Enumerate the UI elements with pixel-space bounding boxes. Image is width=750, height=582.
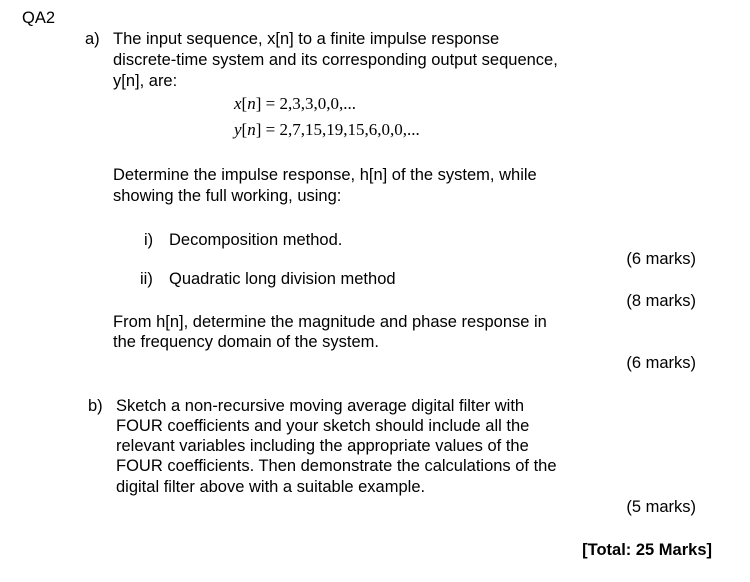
part-b-line-4: FOUR coefficients. Then demonstrate the calculations of the (116, 457, 557, 475)
y-symbol: y (234, 120, 242, 139)
part-b-label: b) (88, 397, 103, 415)
method-1-label: i) (144, 231, 154, 249)
part-a-label: a) (85, 30, 100, 48)
y-values: = 2,7,15,19,15,6,0,0,... (261, 120, 420, 139)
x-symbol: x (234, 94, 242, 113)
part-a-intro-line-1: The input sequence, x[n] to a finite impulse response (113, 30, 500, 48)
part-b-line-1: Sketch a non-recursive moving average digital filter with (116, 397, 525, 415)
x-index: [n] (241, 94, 262, 113)
total-marks: [Total: 25 Marks] (582, 541, 712, 559)
followup-line-2: the frequency domain of the system. (113, 333, 379, 351)
y-index: [n] (241, 120, 262, 139)
method-1-text: Decomposition method. (169, 231, 343, 249)
part-a-intro-line-2: discrete-time system and its corresponding output sequence, (113, 51, 558, 69)
part-a-intro-line-3: y[n], are: (113, 72, 178, 90)
x-sequence-equation (234, 94, 356, 114)
method-2-label: ii) (140, 270, 153, 288)
part-b-line-3: relevant variables including the appropriate values of the (116, 437, 529, 455)
task-line-2: showing the full working, using: (113, 187, 342, 205)
part-b-line-2: FOUR coefficients and your sketch should include all the (116, 417, 530, 435)
x-values: = 2,3,3,0,0,... (261, 94, 356, 113)
followup-marks: (6 marks) (626, 354, 696, 372)
method-2-text: Quadratic long division method (169, 270, 396, 288)
method-2-marks: (8 marks) (626, 292, 696, 310)
y-sequence-equation (234, 120, 420, 140)
task-line-1: Determine the impulse response, h[n] of the system, while (113, 166, 537, 184)
followup-line-1: From h[n], determine the magnitude and phase response in (113, 313, 547, 331)
part-b-line-5: digital filter above with a suitable example. (116, 478, 426, 496)
method-1-marks: (6 marks) (626, 250, 696, 268)
question-id: QA2 (22, 9, 56, 27)
part-b-marks: (5 marks) (626, 498, 696, 516)
